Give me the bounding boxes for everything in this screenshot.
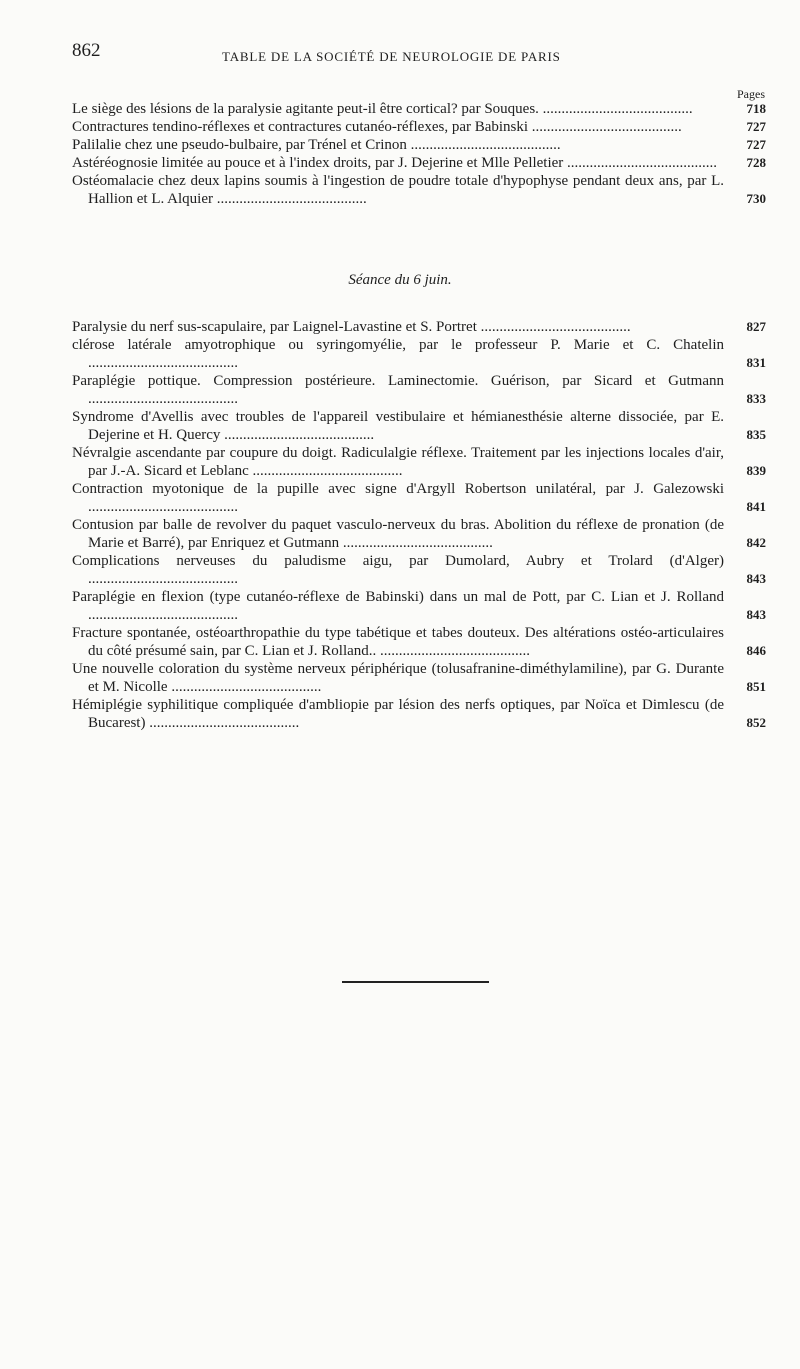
toc-entry-page: 827 — [746, 319, 766, 334]
toc-entry — [72, 660, 766, 696]
toc-entry — [72, 136, 766, 154]
toc-entry-page: 831 — [746, 355, 766, 370]
toc-entry-title: Paraplégie pottique. Compression postérieure. Laminectomie. Guérison, par Sicard et Gutmann ........................................ — [72, 373, 724, 407]
toc-list-previous-session — [72, 100, 766, 208]
toc-entry-page: 727 — [746, 119, 766, 134]
toc-list-june-session — [72, 318, 766, 732]
toc-entry-title: Contractures tendino-réflexes et contractures cutanéo-réflexes, par Babinski ........................................ — [72, 119, 682, 135]
page-header — [72, 40, 732, 70]
toc-entry-page: 839 — [746, 463, 766, 478]
toc-entry-title: Syndrome d'Avellis avec troubles de l'appareil vestibulaire et hémianesthésie alterne dissociée, par E. Dejerine et H. Quercy ........................................ — [72, 409, 724, 443]
toc-entry — [72, 480, 766, 516]
end-rule — [342, 981, 489, 983]
toc-entry — [72, 408, 766, 444]
page-number: 862 — [72, 40, 101, 61]
toc-entry-title: Complications nerveuses du paludisme aigu, par Dumolard, Aubry et Trolard (d'Alger) ........................................ — [72, 553, 724, 587]
toc-entry-title: Astéréognosie limitée au pouce et à l'index droits, par J. Dejerine et Mlle Pelletier ........................................ — [72, 155, 718, 171]
toc-entry-title: Paralysie du nerf sus-scapulaire, par Laignel-Lavastine et S. Portret ........................................ — [72, 319, 631, 335]
toc-entry-page: 852 — [746, 715, 766, 730]
toc-entry-page: 835 — [746, 427, 766, 442]
toc-entry — [72, 444, 766, 480]
toc-entry-title: Contusion par balle de revolver du paquet vasculo-nerveux du bras. Abolition du réflexe de pronation (de Marie et Barré), par Enriquez et Gutmann ........................................ — [72, 517, 724, 551]
running-title: TABLE DE LA SOCIÉTÉ DE NEUROLOGIE DE PARIS — [222, 49, 561, 64]
toc-entry-page: 728 — [746, 155, 766, 170]
toc-entry-page: 730 — [746, 191, 766, 206]
toc-entry — [72, 100, 766, 118]
toc-entry-title: Une nouvelle coloration du système nerveux périphérique (tolusafranine-diméthylamiline), par G. Durante et M. Nicolle ........................................ — [72, 661, 724, 695]
pages-column-label: Pages — [737, 87, 765, 101]
toc-entry-page: 833 — [746, 391, 766, 406]
toc-entry-title: clérose latérale amyotrophique ou syringomyélie, par le professeur P. Marie et C. Chatelin ........................................ — [72, 337, 724, 371]
toc-entry — [72, 552, 766, 588]
toc-entry-title: Le siège des lésions de la paralysie agitante peut-il être cortical? par Souques. ........................................ — [72, 101, 693, 117]
toc-entry — [72, 588, 766, 624]
toc-entry-title: Ostéomalacie chez deux lapins soumis à l'ingestion de poudre totale d'hypophyse pendant deux ans, par L. Hallion et L. Alquier ........................................ — [72, 173, 724, 207]
toc-entry — [72, 372, 766, 408]
toc-entry-page: 842 — [746, 535, 766, 550]
toc-entry-title: Paraplégie en flexion (type cutanéo-réflexe de Babinski) dans un mal de Pott, par C. Lian et J. Rolland ........................................ — [72, 589, 724, 623]
toc-entry-title: Fracture spontanée, ostéoarthropathie du type tabétique et tabes douteux. Des altérations ostéo-articulaires du côté présumé sain, par C. Lian et J. Rolland.. ........................................ — [72, 625, 724, 659]
toc-entry — [72, 172, 766, 208]
toc-entry-page: 718 — [746, 101, 766, 116]
toc-entry — [72, 154, 766, 172]
toc-entry — [72, 118, 766, 136]
toc-entry — [72, 318, 766, 336]
toc-entry-title: Hémiplégie syphilitique compliquée d'ambliopie par lésion des nerfs optiques, par Noïca et Dimlescu (de Bucarest) ........................................ — [72, 697, 724, 731]
toc-entry-page: 841 — [746, 499, 766, 514]
toc-entry-title: Palilalie chez une pseudo-bulbaire, par Trénel et Crinon ........................................ — [72, 137, 561, 153]
toc-entry-page: 846 — [746, 643, 766, 658]
toc-entry — [72, 336, 766, 372]
toc-entry-title: Contraction myotonique de la pupille avec signe d'Argyll Robertson unilatéral, par J. Galezowski ........................................ — [72, 481, 724, 515]
toc-entry-page: 843 — [746, 607, 766, 622]
toc-entry — [72, 516, 766, 552]
toc-entry-title: Névralgie ascendante par coupure du doigt. Radiculalgie réflexe. Traitement par les injections locales d'air, par J.-A. Sicard et Leblanc ........................................ — [72, 445, 724, 479]
toc-entry-page: 851 — [746, 679, 766, 694]
section-heading: Séance du 6 juin. — [348, 272, 452, 288]
toc-entry-page: 727 — [746, 137, 766, 152]
toc-entry — [72, 624, 766, 660]
toc-entry — [72, 696, 766, 732]
toc-entry-page: 843 — [746, 571, 766, 586]
